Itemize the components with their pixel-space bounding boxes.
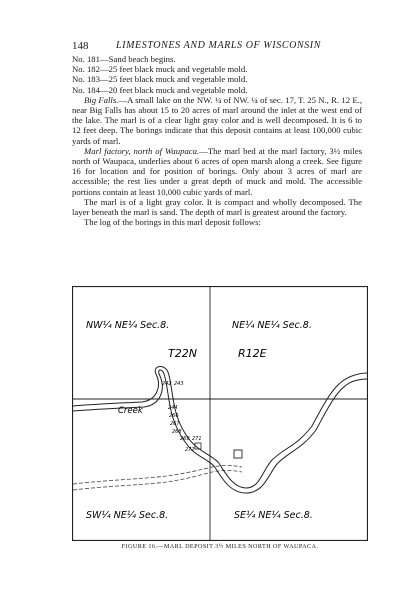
boring-label: 242 xyxy=(162,381,172,387)
sample-line: No. 184—20 feet black muck and vegetable mold. xyxy=(72,84,248,95)
heading-marl-factory: Marl factory, north of Waupaca. xyxy=(84,145,200,156)
quarter-label-ne: NE¼ NE¼ Sec.8. xyxy=(232,320,312,331)
figure-caption: FIGURE 16.—MARL DEPOSIT 3½ MILES NORTH OF WAUPACA. xyxy=(121,543,319,550)
paragraph-marl-factory xyxy=(72,146,362,197)
township-label: T22N xyxy=(168,347,197,360)
sample-line: No. 183—25 feet black muck and vegetable mold. xyxy=(72,74,248,85)
factory-marker xyxy=(234,450,242,458)
page-number: 148 xyxy=(72,40,89,52)
creek-label: Creek xyxy=(118,406,143,416)
paragraph-marl-color: The marl is of a light gray color. It is compact and wholly decomposed. The layer beneath the marl is sand. The depth of marl is greatest around the factory. xyxy=(72,196,362,218)
sample-line: No. 182—25 feet black muck and vegetable mold. xyxy=(72,64,248,75)
road-line xyxy=(73,471,242,491)
running-title: LIMESTONES AND MARLS OF WISCONSIN xyxy=(116,40,321,51)
page-header xyxy=(72,40,362,54)
sample-line: No. 181—Sand beach begins. xyxy=(72,54,176,64)
marl-factory-text: —The marl bed at the marl factory, 3½ miles north of Waupaca, underlies about 6 acres of open marsh along a creek. See figure 16 for location and for position of borings. Only about 3 acres of marl are accessible; the rest lies under a great depth of muck and mold. The accessible portions contain at least 10,000 cubic yards of marl. xyxy=(72,145,362,197)
range-label: R12E xyxy=(238,347,267,360)
boring-label: 243 xyxy=(174,381,184,387)
road-line xyxy=(73,466,242,485)
boring-label: 271 xyxy=(192,436,202,442)
quarter-label-se: SE¼ NE¼ Sec.8. xyxy=(234,510,313,521)
boring-label: 268 xyxy=(172,429,182,435)
paragraph-big-falls xyxy=(72,95,362,146)
big-falls-text: —A small lake on the NW. ¼ of NW. ¼ of sec. 17, T. 25 N., R. 12 E., near Big Falls has about 15 to 20 acres of marl around the inlet at the west end of the lake. The marl is of a clear light gray color and is well decomposed. It is 6 to 12 feet deep. The borings indicate that this deposit contains at least 100,000 cubic yards of marl. xyxy=(72,94,362,146)
figure-map xyxy=(72,286,368,541)
heading-big-falls: Big Falls. xyxy=(84,94,119,105)
boring-label: 266 xyxy=(169,413,179,419)
creek-line xyxy=(73,370,367,493)
boring-label: 244 xyxy=(168,405,178,411)
map-drawing xyxy=(72,286,368,541)
body-text xyxy=(72,54,362,227)
marsh-boundary xyxy=(73,366,367,488)
quarter-label-sw: SW¼ NE¼ Sec.8. xyxy=(86,510,169,521)
boring-label: 269 xyxy=(180,436,190,442)
boring-label: 272 xyxy=(185,447,195,453)
paragraph-log-intro: The log of the borings in this marl deposit follows: xyxy=(84,217,261,228)
boring-label: 267 xyxy=(170,421,180,427)
quarter-label-nw: NW¼ NE¼ Sec.8. xyxy=(86,320,170,331)
